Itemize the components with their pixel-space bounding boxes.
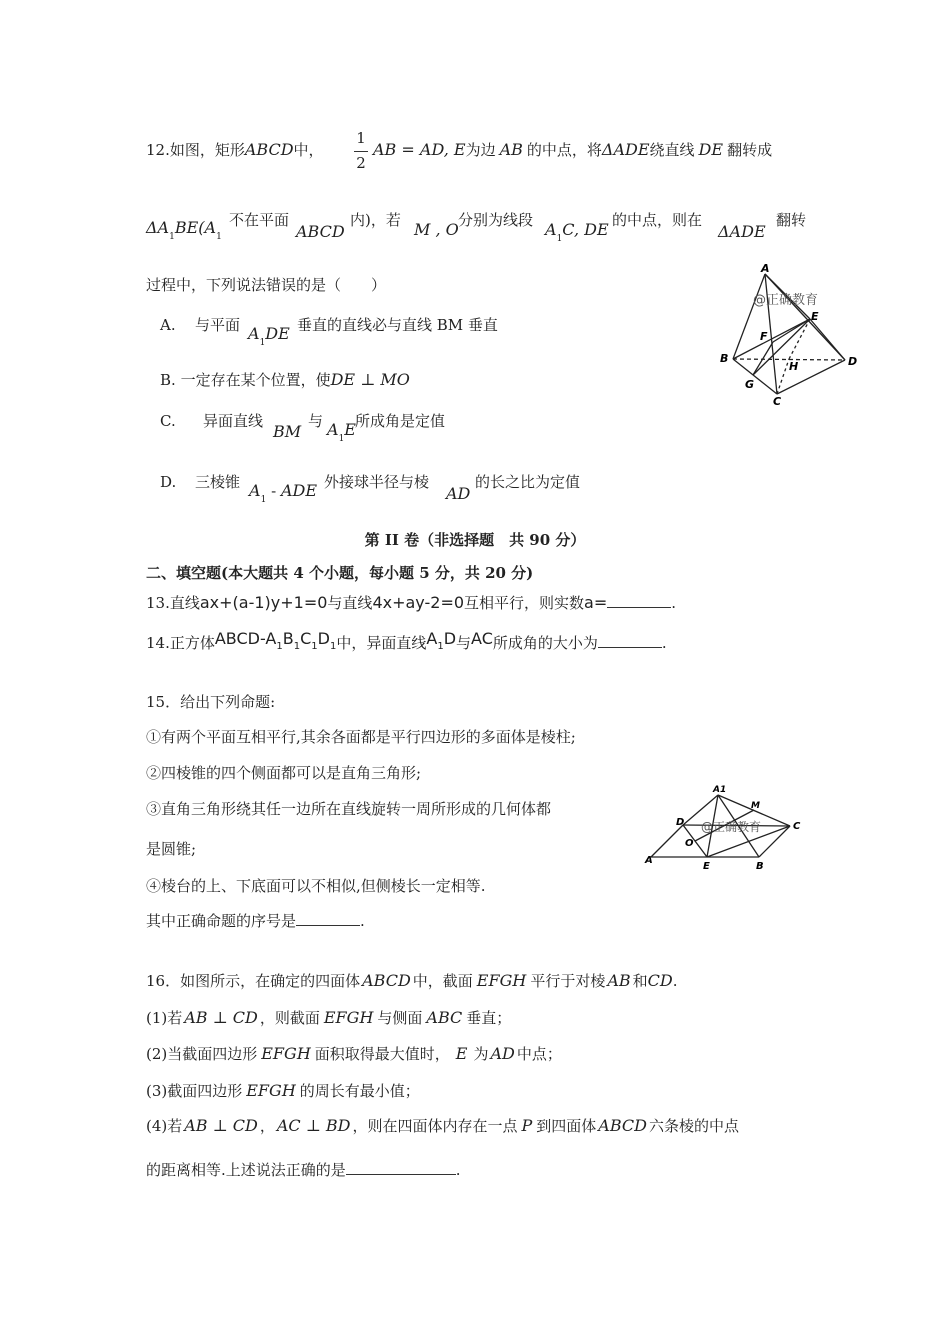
q12-line-2 <box>146 218 222 241</box>
option-a-text: 与平面 <box>195 316 241 334</box>
q14-text: 中，异面直线 <box>336 634 427 652</box>
q12-math: ΔA <box>146 218 170 237</box>
q14-cube <box>214 629 337 652</box>
fig2-label: C <box>793 821 801 832</box>
q14 <box>146 629 667 656</box>
q12-text: 为边 <box>465 141 496 159</box>
q12-math: C, DE <box>562 220 609 239</box>
answer-blank[interactable] <box>296 911 360 926</box>
q16-text: 为 <box>473 1045 489 1063</box>
q14-sub: 1 <box>311 641 318 652</box>
q12-math: AB = AD, E <box>373 140 466 159</box>
q14-eq: C <box>300 629 312 648</box>
q16-text: 平行于对棱 <box>530 972 606 990</box>
q16-math: ABC <box>426 1008 463 1027</box>
option-c-math <box>273 422 301 442</box>
pyramid-figure <box>715 262 875 407</box>
fig1-label: A <box>761 262 770 275</box>
q13-eq: 4x+ay-2=0 <box>372 593 465 612</box>
q14-text: 与 <box>456 634 472 652</box>
q15-proposition: 是圆锥; <box>146 840 197 858</box>
q12-text: 翻转成 <box>727 141 773 159</box>
option-b-text: 一定存在某个位置，使 <box>180 371 331 389</box>
q16-text: (1)若 <box>146 1009 183 1027</box>
q16-text: ，则截面 <box>259 1009 320 1027</box>
q12-math: ADE <box>280 481 317 500</box>
watermark: @正确教育 <box>753 293 819 308</box>
q12-sub: 1 <box>259 338 266 348</box>
q16-math: AD <box>490 1044 515 1063</box>
option-b-math: DE ⊥ MO <box>330 370 410 389</box>
q16-text: 的距离相等.上述说法正确的是 <box>146 1161 346 1179</box>
q14-text: 14.正方体 <box>146 634 215 652</box>
q14-sub: 1 <box>329 641 337 652</box>
answer-blank[interactable] <box>598 633 662 648</box>
q15-heading: 15．给出下列命题: <box>146 693 276 711</box>
q12-math: E <box>344 420 356 439</box>
q12-sub: 1 <box>216 232 222 242</box>
fig1-label: F <box>760 330 768 343</box>
q16-math: ABCD <box>598 1116 647 1135</box>
q12-prompt: 过程中，下列说法错误的是（ ） <box>146 276 387 294</box>
q12-math: ΔADE <box>601 140 650 159</box>
q13-eq: ax+(a-1)y+1=0 <box>199 593 328 612</box>
q12-text: - <box>271 482 277 500</box>
q15-text: . <box>360 912 365 930</box>
q14-eq: ABCD-A <box>214 629 277 648</box>
q14-eq: D <box>317 629 330 648</box>
q12-math: DE <box>265 324 290 343</box>
fig1-label: C <box>773 395 782 407</box>
q16-math: AB ⊥ CD <box>184 1008 258 1027</box>
fig2-label: M <box>751 801 760 811</box>
q16-stmt-2 <box>146 1044 562 1064</box>
q12-math-mo <box>414 220 459 240</box>
q15-proposition: ③直角三角形绕其任一边所在直线旋转一周所形成的几何体都 <box>146 800 552 818</box>
q16-text: . <box>672 972 678 990</box>
option-d-math <box>249 481 317 504</box>
q16-text: (4)若 <box>146 1117 183 1135</box>
q16-math: AB ⊥ CD <box>184 1116 258 1135</box>
q14-eq: D <box>443 629 457 648</box>
q16-math: P <box>521 1116 533 1135</box>
q15-proposition: ②四棱锥的四个侧面都可以是直角三角形; <box>146 764 422 782</box>
q16-math: AB <box>607 971 631 990</box>
q15-proposition: ①有两个平面互相平行,其余各面都是平行四边形的多面体是棱柱; <box>146 728 576 746</box>
q12-math: AB <box>499 140 523 159</box>
q16-stmt-3 <box>146 1081 420 1101</box>
q12-math: ABCD <box>296 222 345 241</box>
option-d-math2 <box>446 484 470 504</box>
fig1-label: B <box>720 352 729 365</box>
option-d-text: 三棱锥 <box>195 473 241 491</box>
q15-answer <box>146 911 365 931</box>
q12-text: 内)，若 <box>350 211 401 229</box>
q14-text: . <box>661 634 667 652</box>
q16-math: EFGH <box>476 971 527 990</box>
q16-answer <box>146 1160 461 1180</box>
fig2-label: E <box>703 861 710 872</box>
fig2-label: D <box>676 817 685 828</box>
q16-text: 面积取得最大值时， <box>314 1045 450 1063</box>
option-b <box>160 370 410 390</box>
q16-text: 垂直； <box>466 1009 512 1027</box>
q14-line <box>426 629 457 652</box>
q16-text: 16．如图所示，在确定的四面体 <box>146 972 361 990</box>
q16-math: E <box>455 1044 468 1063</box>
q16-math: AC ⊥ BD <box>276 1116 351 1135</box>
q12-text: 12.如图，矩形 <box>146 141 245 159</box>
q13-text: . <box>671 594 677 612</box>
q16-text: 与侧面 <box>377 1009 423 1027</box>
q14-eq: A <box>426 629 438 648</box>
q16-text: (3)截面四边形 <box>146 1082 243 1100</box>
q12-text: 绕直线 <box>649 141 695 159</box>
fig1-label: H <box>789 360 799 373</box>
q13-text: 13.直线 <box>146 594 200 612</box>
q16-stmt-4 <box>146 1116 739 1136</box>
section-heading: 二、填空题(本大题共 4 个小题，每小题 5 分，共 20 分) <box>146 564 534 582</box>
q14-text: 所成角的大小为 <box>492 634 598 652</box>
q16-math: EFGH <box>261 1044 311 1063</box>
q12-text: 分别为线段 <box>458 211 534 229</box>
option-c-text: 所成角是定值 <box>355 412 446 430</box>
watermark: @正确教育 <box>701 820 762 834</box>
q12-sub: 1 <box>556 234 563 244</box>
q16-math: CD <box>647 971 673 990</box>
option-c-math2 <box>327 420 356 443</box>
q12-sub: 1 <box>338 434 345 444</box>
q14-eq: B <box>282 629 294 648</box>
q16-text: 中点； <box>516 1045 562 1063</box>
q12-sub: 1 <box>260 495 267 505</box>
fraction-numerator: 1 <box>356 129 366 147</box>
q16-text: (2)当截面四边形 <box>146 1045 258 1063</box>
option-a-text: 垂直的直线必与直线 BM 垂直 <box>297 316 498 334</box>
fig1-label: G <box>745 378 755 391</box>
q12-math-a1c <box>545 220 609 243</box>
q16-text: ，则在四面体内存在一点 <box>352 1117 518 1135</box>
q12-line-1 <box>146 140 324 160</box>
q12-math: BM <box>273 422 302 441</box>
q13 <box>146 593 676 613</box>
fraction-bar <box>354 151 368 152</box>
q12-text: 翻转 <box>776 211 807 229</box>
fig1-label: E <box>811 310 819 323</box>
fraction-denominator: 2 <box>356 154 366 172</box>
q16-line-1 <box>146 971 678 991</box>
option-d-text: 的长之比为定值 <box>475 473 581 491</box>
fig2-label: A1 <box>713 785 727 795</box>
q16-text: 到四面体 <box>536 1117 597 1135</box>
option-a-label: A. <box>160 316 176 334</box>
q16-text: ， <box>259 1117 275 1135</box>
q16-math: ABCD <box>362 971 411 990</box>
q16-text: 中，截面 <box>412 972 473 990</box>
q12-text: 中， <box>293 141 324 159</box>
q13-text: 与直线 <box>327 594 373 612</box>
q13-eq: a= <box>584 593 608 612</box>
q12-math: ΔADE <box>718 222 766 241</box>
q12-math-ade2 <box>718 222 766 242</box>
q15-text: 其中正确命题的序号是 <box>146 912 297 930</box>
option-c-label: C. <box>160 412 176 430</box>
option-d-label: D. <box>160 473 177 491</box>
q12-math: ABCD <box>244 140 294 159</box>
fig2-label: A <box>645 855 653 866</box>
q14-sub: 1 <box>276 641 283 652</box>
q14-sub: 1 <box>293 641 301 652</box>
q15-proposition: ④棱台的上、下底面可以不相似,但侧棱长一定相等. <box>146 877 486 895</box>
option-a-math <box>248 324 290 347</box>
q12-line-1b <box>373 140 772 160</box>
q13-text: 互相平行，则实数 <box>464 594 585 612</box>
fig2-label: O <box>685 838 694 849</box>
option-c-text: 异面直线 <box>203 412 264 430</box>
q12-text: 的中点，将 <box>526 141 602 159</box>
q16-text: 六条棱的中点 <box>648 1117 739 1135</box>
q12-math: A <box>248 324 260 343</box>
q16-text: 和 <box>632 972 648 990</box>
q12-math: BE(A <box>174 218 217 237</box>
option-b-label: B. <box>160 371 176 389</box>
prism-figure <box>643 780 813 875</box>
q16-math: EFGH <box>323 1008 374 1027</box>
q12-math: DE <box>698 140 724 159</box>
q12-math: M , O <box>414 220 459 239</box>
q12-sub: 1 <box>169 232 175 242</box>
q12-math: A <box>327 420 339 439</box>
fig2-label: B <box>756 861 764 872</box>
q12-math: A <box>249 481 261 500</box>
q12-math: AD <box>446 484 471 503</box>
q12-text: 不在平面 <box>229 211 290 229</box>
q16-math: EFGH <box>246 1081 296 1100</box>
answer-blank[interactable] <box>607 593 671 608</box>
q12-text: 的中点，则在 <box>612 211 703 229</box>
q16-text: 的周长有最小值； <box>299 1082 420 1100</box>
q16-text: . <box>455 1161 461 1179</box>
option-d-text: 外接球半径与棱 <box>324 473 430 491</box>
fig1-label: D <box>848 355 858 368</box>
q16-stmt-1 <box>146 1008 511 1028</box>
q14-eq: AC <box>471 629 493 648</box>
section-title: 第 II 卷（非选择题 共 90 分） <box>364 531 586 549</box>
q12-math-abcd <box>296 222 345 242</box>
q12-math: A <box>545 220 557 239</box>
option-c-text: 与 <box>308 412 324 430</box>
q14-sub: 1 <box>437 641 444 652</box>
answer-blank[interactable] <box>346 1160 456 1175</box>
